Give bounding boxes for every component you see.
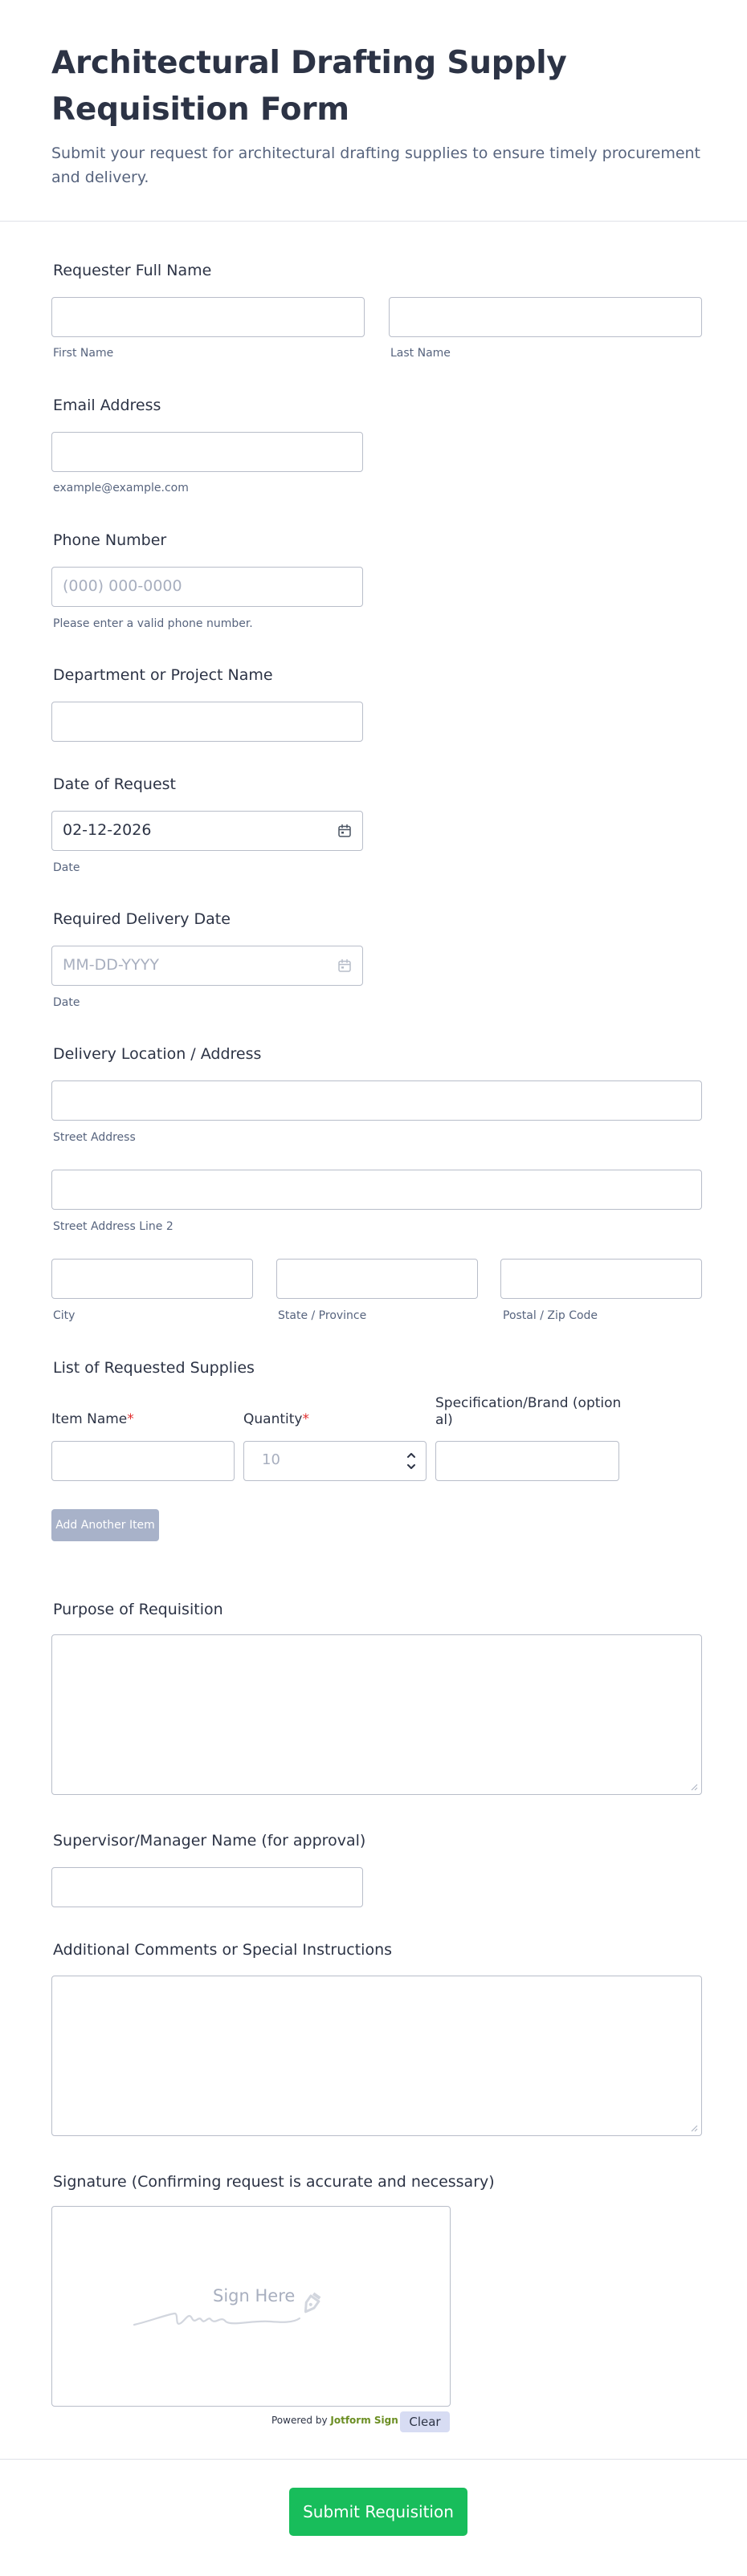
zip-input[interactable] [500, 1259, 702, 1299]
department-label: Department or Project Name [53, 666, 273, 684]
required-mark: * [127, 1411, 134, 1427]
required-mark: * [302, 1411, 309, 1427]
delivery-date-sublabel: Date [53, 996, 80, 1009]
item-name-input[interactable] [51, 1441, 235, 1481]
first-name-input[interactable] [51, 297, 365, 337]
phone-placeholder: (000) 000-0000 [63, 577, 182, 595]
last-name-input[interactable] [389, 297, 702, 337]
department-field[interactable] [51, 702, 363, 742]
spec-header-line1: Specification/Brand (option [435, 1395, 622, 1411]
resize-grip-icon[interactable] [690, 1783, 698, 1791]
footer-divider [0, 2459, 747, 2460]
item-name-header-text: Item Name [51, 1411, 128, 1427]
form-header [51, 40, 710, 189]
quantity-header [243, 1411, 309, 1427]
delivery-date-field[interactable] [51, 946, 363, 986]
delivery-date-placeholder: MM-DD-YYYY [63, 956, 159, 974]
city-sublabel: City [53, 1309, 76, 1322]
header-divider [0, 221, 747, 222]
spec-header-line2: al) [435, 1412, 453, 1428]
street-address-line2-sublabel: Street Address Line 2 [53, 1220, 173, 1233]
phone-sublabel: Please enter a valid phone number. [53, 617, 253, 630]
request-date-label: Date of Request [53, 775, 176, 793]
phone-field[interactable] [51, 567, 363, 607]
request-date-field[interactable] [51, 811, 363, 851]
zip-sublabel: Postal / Zip Code [503, 1309, 598, 1322]
supplies-label: List of Requested Supplies [53, 1359, 255, 1377]
calendar-icon[interactable] [337, 958, 352, 973]
last-name-sublabel: Last Name [390, 347, 451, 360]
city-input[interactable] [51, 1259, 253, 1299]
street-address-line2-input[interactable] [51, 1170, 702, 1210]
clear-signature-button[interactable]: Clear [400, 2411, 450, 2432]
comments-label: Additional Comments or Special Instructions [53, 1941, 393, 1959]
quantity-placeholder: 10 [262, 1451, 280, 1468]
street-address-input[interactable] [51, 1080, 702, 1121]
delivery-date-label: Required Delivery Date [53, 910, 231, 928]
purpose-label: Purpose of Requisition [53, 1601, 223, 1618]
comments-textarea[interactable] [51, 1976, 702, 2136]
powered-by [271, 2415, 398, 2426]
signature-pad[interactable] [51, 2206, 451, 2407]
powered-prefix: Powered by [271, 2415, 328, 2426]
stepper-arrows-icon[interactable] [406, 1448, 416, 1474]
add-item-button[interactable]: Add Another Item [51, 1509, 159, 1541]
item-name-header [51, 1411, 134, 1427]
supervisor-label: Supervisor/Manager Name (for approval) [53, 1832, 366, 1850]
form-title: Architectural Drafting Supply Requisition Form [51, 45, 567, 128]
spec-brand-input[interactable] [435, 1441, 619, 1481]
sign-here-text: Sign Here [213, 2286, 296, 2305]
supervisor-field[interactable] [51, 1867, 363, 1907]
request-date-sublabel: Date [53, 861, 80, 874]
signature-label: Signature (Confirming request is accurate and necessary) [53, 2173, 495, 2191]
submit-button[interactable]: Submit Requisition [289, 2488, 467, 2536]
request-date-value: 02-12-2026 [63, 821, 152, 839]
requester-name-label: Requester Full Name [53, 262, 212, 279]
resize-grip-icon[interactable] [690, 2124, 698, 2132]
email-sublabel: example@example.com [53, 482, 189, 494]
form-description: Submit your request for architectural drafting supplies to ensure timely procurement and delivery. [51, 144, 701, 186]
address-label: Delivery Location / Address [53, 1045, 262, 1063]
quantity-header-text: Quantity [243, 1411, 303, 1427]
powered-brand-link[interactable]: Jotform Sign [330, 2415, 398, 2426]
purpose-textarea[interactable] [51, 1634, 702, 1795]
state-sublabel: State / Province [278, 1309, 367, 1322]
first-name-sublabel: First Name [53, 347, 114, 360]
street-address-sublabel: Street Address [53, 1131, 136, 1144]
calendar-icon[interactable] [337, 824, 352, 838]
state-input[interactable] [276, 1259, 478, 1299]
quantity-stepper[interactable] [243, 1441, 427, 1481]
spec-header [435, 1395, 621, 1429]
email-label: Email Address [53, 397, 161, 414]
phone-label: Phone Number [53, 531, 167, 549]
email-field[interactable] [51, 432, 363, 472]
